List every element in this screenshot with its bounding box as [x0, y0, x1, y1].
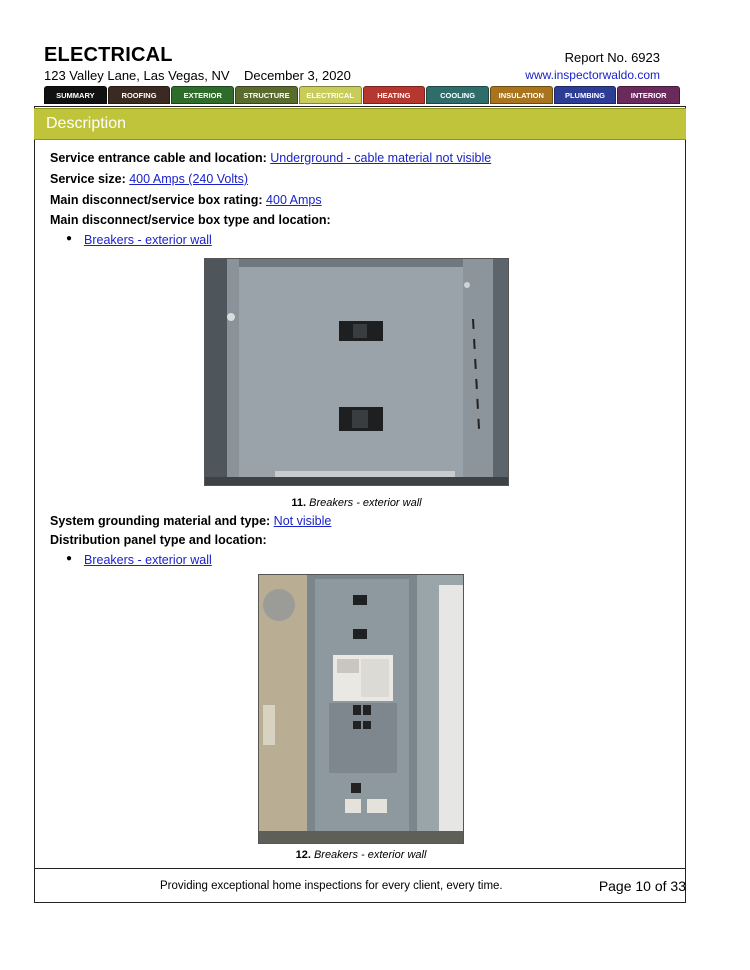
caption-number: 12. [295, 849, 311, 861]
website-link[interactable]: www.inspectorwaldo.com [525, 68, 660, 82]
photo-distribution-panel [258, 574, 464, 844]
service-size-row [50, 172, 248, 186]
tab-heating[interactable]: HEATING [363, 86, 426, 104]
photo-main-disconnect [204, 258, 509, 486]
page-title: ELECTRICAL [44, 44, 173, 66]
distribution-panel-image [259, 575, 464, 844]
tab-cooling[interactable]: COOLING [426, 86, 489, 104]
tab-exterior[interactable]: EXTERIOR [171, 86, 234, 104]
section-tabs [44, 86, 680, 104]
footer-divider [34, 868, 686, 869]
service-entrance-label: Service entrance cable and location: [50, 151, 267, 165]
service-entrance-row [50, 151, 491, 165]
service-size-link[interactable]: 400 Amps (240 Volts) [129, 172, 249, 186]
section-header [34, 108, 686, 140]
distribution-link[interactable]: Breakers - exterior wall [84, 553, 212, 567]
main-type-label: Main disconnect/service box type and location: [50, 213, 331, 227]
main-type-list-item [66, 233, 212, 247]
tab-roofing[interactable]: ROOFING [108, 86, 171, 104]
photo-caption-12 [220, 849, 502, 861]
footer-tagline: Providing exceptional home inspections for every client, every time. [160, 880, 503, 892]
main-disconnect-image [205, 259, 509, 486]
main-rating-label: Main disconnect/service box rating: [50, 193, 263, 207]
tab-interior[interactable]: INTERIOR [617, 86, 680, 104]
service-entrance-link[interactable]: Underground - cable material not visible [270, 151, 492, 165]
bullet-icon: ● [66, 553, 73, 564]
main-type-link[interactable]: Breakers - exterior wall [84, 233, 212, 247]
page-number: Page 10 of 33 [598, 878, 686, 894]
grounding-label: System grounding material and type: [50, 514, 271, 528]
caption-text: Breakers - exterior wall [313, 849, 427, 861]
main-type-row [50, 213, 331, 227]
service-size-label: Service size: [50, 172, 126, 186]
distribution-row [50, 533, 267, 547]
caption-text: Breakers - exterior wall [309, 497, 422, 509]
tab-insulation[interactable]: INSULATION [490, 86, 553, 104]
tab-summary[interactable]: SUMMARY [44, 86, 107, 104]
bullet-icon: ● [66, 233, 73, 244]
section-title: Description [46, 115, 127, 132]
tab-electrical[interactable]: ELECTRICAL [299, 86, 362, 104]
tab-structure[interactable]: STRUCTURE [235, 86, 298, 104]
caption-number: 11. [291, 497, 307, 509]
main-rating-link[interactable]: 400 Amps [266, 193, 322, 207]
grounding-row [50, 514, 331, 528]
grounding-link[interactable]: Not visible [273, 514, 332, 528]
main-rating-row [50, 193, 322, 207]
distribution-list-item [66, 553, 212, 567]
distribution-label: Distribution panel type and location: [50, 533, 267, 547]
photo-caption-11 [204, 497, 509, 509]
report-number: Report No. 6923 [564, 50, 660, 65]
property-address-date: 123 Valley Lane, Las Vegas, NV December 3, 2020 [44, 68, 351, 83]
tab-plumbing[interactable]: PLUMBING [554, 86, 617, 104]
